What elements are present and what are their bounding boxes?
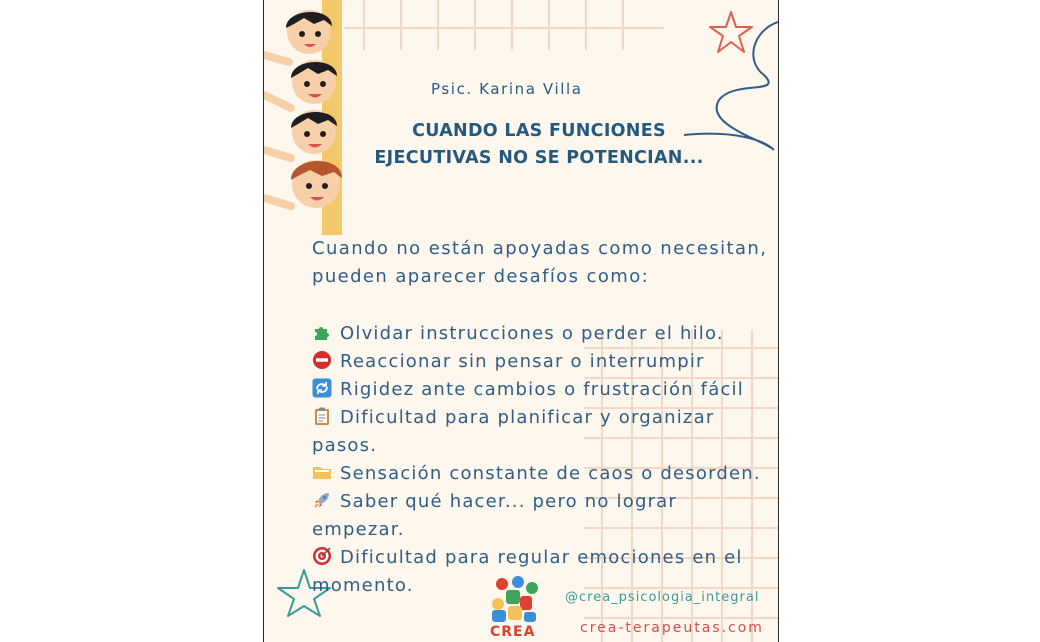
headline-line-2: EJECUTIVAS NO SE POTENCIAN...	[374, 148, 704, 168]
clipboard-icon	[312, 406, 332, 426]
puzzle-icon	[312, 322, 332, 342]
repeat-arrows-icon	[312, 378, 332, 398]
intro-text: Cuando no están apoyadas como necesitan, pueden aparecer desafíos como:	[312, 238, 768, 287]
list-item-text: Olvidar instrucciones o perder el hilo.	[340, 323, 724, 344]
list-item-text: Reaccionar sin pensar o interrumpir	[340, 351, 705, 372]
list-item-text: Dificultad para planificar y organizar pasos.	[312, 407, 715, 456]
star-outline-icon	[710, 12, 752, 52]
list-item-text: Rigidez ante cambios o frustración fácil	[340, 379, 744, 400]
list-item-text: Dificultad para regular emociones en el momento.	[312, 547, 743, 596]
author-name: Psic. Karina Villa	[431, 80, 583, 98]
list-item-text: Sensación constante de caos o desorden.	[340, 463, 761, 484]
list-item	[312, 348, 772, 376]
folder-icon	[312, 462, 332, 482]
challenges-list	[312, 320, 772, 600]
headline-line-1: CUANDO LAS FUNCIONES	[412, 121, 666, 141]
social-handle: @crea_psicologia_integral	[565, 590, 760, 605]
list-item	[312, 320, 772, 348]
logo-text: CREA	[490, 624, 536, 640]
list-item	[312, 488, 772, 544]
website-link[interactable]: crea-terapeutas.com	[580, 620, 764, 636]
list-item-text: Saber qué hacer... pero no lograr empezar.	[312, 491, 678, 540]
rocket-icon	[312, 490, 332, 510]
list-item	[312, 460, 772, 488]
target-icon	[312, 546, 332, 566]
list-item	[312, 404, 772, 460]
list-item	[312, 376, 772, 404]
top-grid-pattern	[344, 0, 664, 50]
kids-illustration	[264, 0, 342, 235]
headline	[344, 118, 734, 172]
poster	[263, 0, 779, 642]
no-entry-icon	[312, 350, 332, 370]
